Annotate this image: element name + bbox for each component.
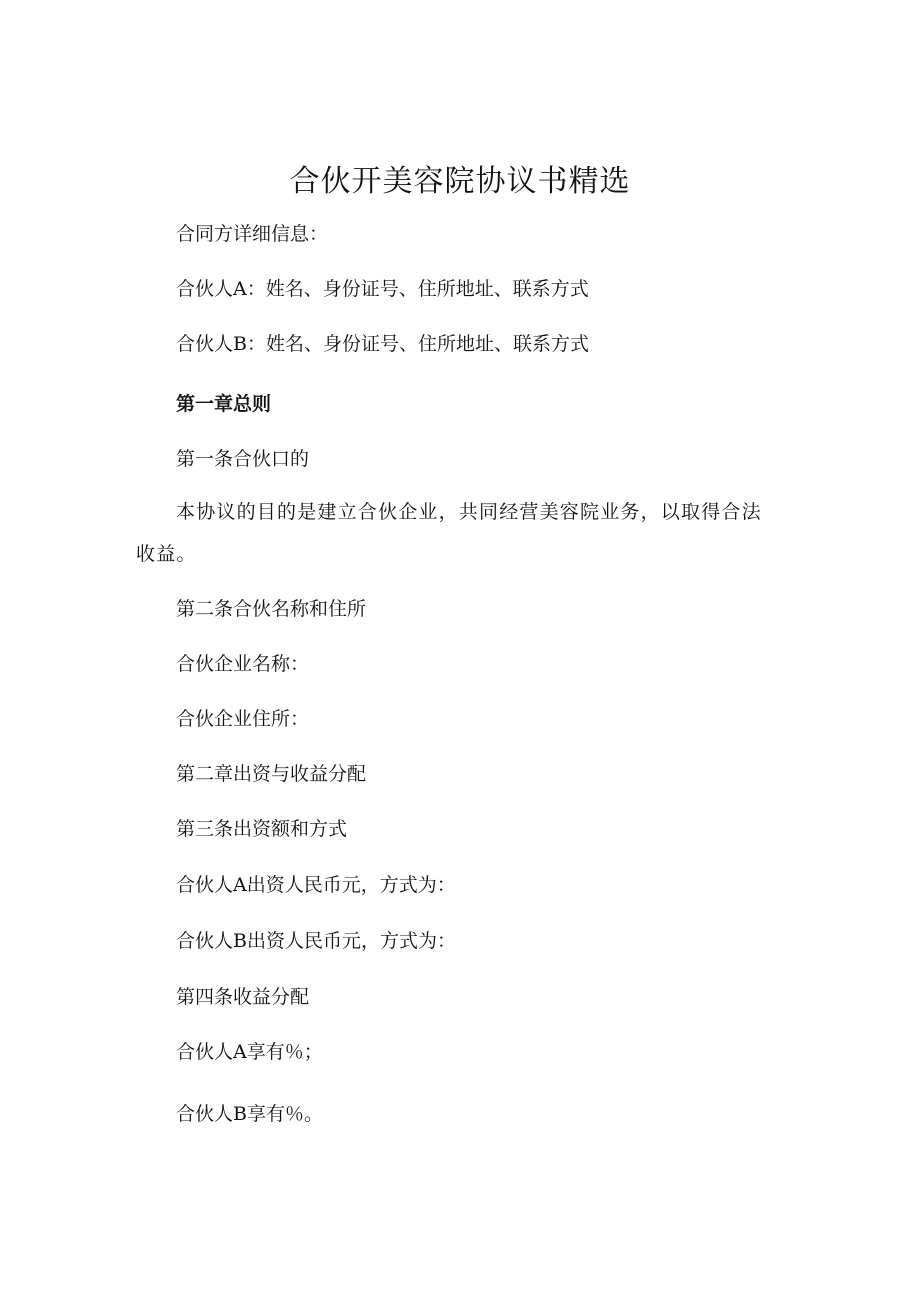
partner-a-share: 合伙人A享有％； — [176, 1041, 323, 1063]
partner-b-share: 合伙人B享有％。 — [176, 1103, 323, 1125]
enterprise-address-label: 合伙企业住所： — [176, 708, 310, 730]
article1-body: 本协议的目的是建立合伙企业，共同经营美容院业务，以取得合法收益。 — [136, 501, 762, 565]
partner-b-contribution: 合伙人B出资人民币元，方式为： — [176, 930, 456, 952]
chapter2-heading: 第二章出资与收益分配 — [176, 763, 367, 785]
article2-title: 第二条合伙名称和住所 — [176, 598, 367, 620]
document-title: 合伙开美容院协议书精选 — [289, 164, 631, 199]
article1-title: 第一条合伙口的 — [176, 448, 310, 470]
partner-b-info: 合伙人B：姓名、身份证号、住所地址、联系方式 — [176, 333, 589, 355]
partner-a-info: 合伙人A：姓名、身份证号、住所地址、联系方式 — [176, 278, 589, 300]
enterprise-name-label: 合伙企业名称： — [176, 653, 310, 675]
article4-title: 第四条收益分配 — [176, 986, 310, 1008]
article3-title: 第三条出资额和方式 — [176, 818, 348, 840]
partner-a-contribution: 合伙人A出资人民币元，方式为： — [176, 874, 456, 896]
party-info-label: 合同方详细信息： — [176, 223, 329, 245]
chapter1-heading: 第一章总则 — [176, 393, 272, 415]
